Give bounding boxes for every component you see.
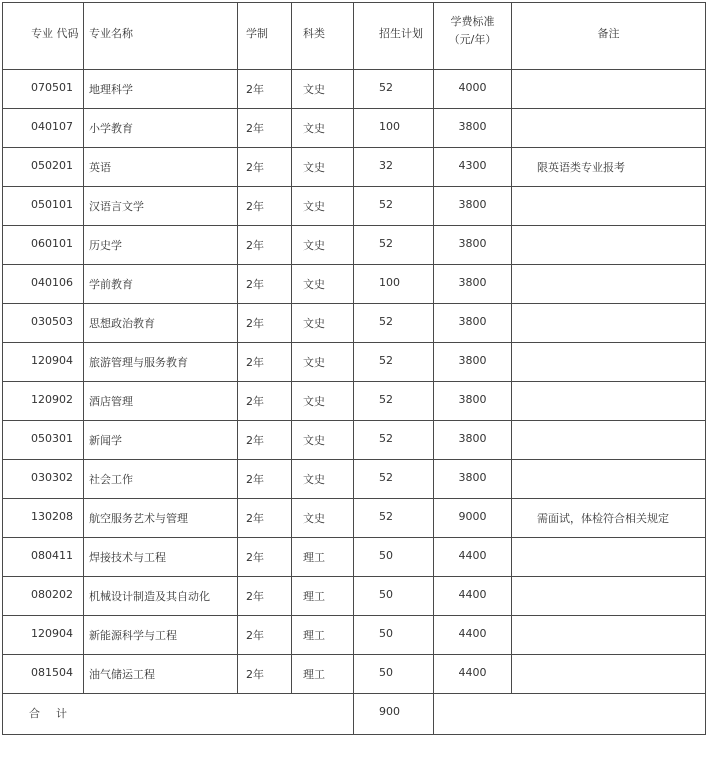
length-cell: 2年: [238, 460, 292, 499]
fee-cell: 3800: [434, 343, 512, 382]
code-cell: 081504: [3, 655, 84, 694]
name-cell: 地理科学: [84, 70, 238, 109]
code-cell: 130208: [3, 499, 84, 538]
length-cell: 2年: [238, 382, 292, 421]
code-cell: 120904: [3, 343, 84, 382]
name-cell: 新闻学: [84, 421, 238, 460]
table-row: [3, 577, 706, 616]
name-cell: 航空服务艺术与管理: [84, 499, 238, 538]
table-row: [3, 70, 706, 109]
code-cell: 050301: [3, 421, 84, 460]
table-row: [3, 538, 706, 577]
length-cell: 2年: [238, 109, 292, 148]
fee-cell: 3800: [434, 304, 512, 343]
length-cell: 2年: [238, 226, 292, 265]
code-cell: 080411: [3, 538, 84, 577]
length-cell: 2年: [238, 343, 292, 382]
plan-cell: 52: [354, 226, 434, 265]
table-row: [3, 304, 706, 343]
plan-cell: 52: [354, 460, 434, 499]
category-cell: 理工: [292, 655, 354, 694]
header-code: 专业 代码: [3, 3, 84, 70]
note-cell: [512, 577, 706, 616]
plan-cell: 52: [354, 70, 434, 109]
table-row: [3, 343, 706, 382]
code-cell: 040107: [3, 109, 84, 148]
category-cell: 文史: [292, 226, 354, 265]
total-row: [3, 694, 706, 735]
length-cell: 2年: [238, 421, 292, 460]
length-cell: 2年: [238, 499, 292, 538]
length-cell: 2年: [238, 577, 292, 616]
fee-cell: 3800: [434, 382, 512, 421]
plan-cell: 52: [354, 499, 434, 538]
enrollment-table: [2, 2, 706, 735]
note-cell: [512, 343, 706, 382]
note-cell: [512, 655, 706, 694]
length-cell: 2年: [238, 538, 292, 577]
note-cell: [512, 70, 706, 109]
note-cell: 限英语类专业报考: [512, 148, 706, 187]
table-row: [3, 382, 706, 421]
length-cell: 2年: [238, 304, 292, 343]
table-row: [3, 421, 706, 460]
code-cell: 120902: [3, 382, 84, 421]
total-plan: 900: [354, 694, 434, 735]
category-cell: 文史: [292, 187, 354, 226]
plan-cell: 50: [354, 577, 434, 616]
length-cell: 2年: [238, 616, 292, 655]
length-cell: 2年: [238, 148, 292, 187]
category-cell: 文史: [292, 109, 354, 148]
header-fee-line2: （元/年）: [448, 33, 497, 46]
code-cell: 080202: [3, 577, 84, 616]
fee-cell: 9000: [434, 499, 512, 538]
code-cell: 050201: [3, 148, 84, 187]
category-cell: 文史: [292, 460, 354, 499]
name-cell: 机械设计制造及其自动化: [84, 577, 238, 616]
table-row: [3, 148, 706, 187]
plan-cell: 52: [354, 343, 434, 382]
plan-cell: 32: [354, 148, 434, 187]
header-length: 学制: [238, 3, 292, 70]
total-empty: [434, 694, 706, 735]
plan-cell: 52: [354, 421, 434, 460]
table-row: [3, 109, 706, 148]
table-row: [3, 265, 706, 304]
name-cell: 英语: [84, 148, 238, 187]
name-cell: 思想政治教育: [84, 304, 238, 343]
note-cell: [512, 226, 706, 265]
note-cell: [512, 421, 706, 460]
category-cell: 文史: [292, 343, 354, 382]
header-name: 专业名称: [84, 3, 238, 70]
table-row: [3, 655, 706, 694]
table-row: [3, 460, 706, 499]
category-cell: 文史: [292, 499, 354, 538]
code-cell: 040106: [3, 265, 84, 304]
fee-cell: 3800: [434, 226, 512, 265]
note-cell: [512, 538, 706, 577]
length-cell: 2年: [238, 655, 292, 694]
header-category: 科类: [292, 3, 354, 70]
fee-cell: 3800: [434, 265, 512, 304]
category-cell: 文史: [292, 421, 354, 460]
name-cell: 学前教育: [84, 265, 238, 304]
note-cell: [512, 460, 706, 499]
length-cell: 2年: [238, 187, 292, 226]
fee-cell: 4400: [434, 538, 512, 577]
header-note: 备注: [512, 3, 706, 70]
header-plan: 招生计划: [354, 3, 434, 70]
category-cell: 理工: [292, 616, 354, 655]
note-cell: [512, 109, 706, 148]
fee-cell: 3800: [434, 421, 512, 460]
code-cell: 030302: [3, 460, 84, 499]
name-cell: 酒店管理: [84, 382, 238, 421]
table-row: [3, 616, 706, 655]
name-cell: 新能源科学与工程: [84, 616, 238, 655]
name-cell: 旅游管理与服务教育: [84, 343, 238, 382]
category-cell: 文史: [292, 148, 354, 187]
plan-cell: 52: [354, 382, 434, 421]
length-cell: 2年: [238, 70, 292, 109]
fee-cell: 3800: [434, 187, 512, 226]
name-cell: 油气储运工程: [84, 655, 238, 694]
code-cell: 060101: [3, 226, 84, 265]
fee-cell: 3800: [434, 460, 512, 499]
plan-cell: 100: [354, 109, 434, 148]
plan-cell: 100: [354, 265, 434, 304]
table-row: [3, 226, 706, 265]
category-cell: 文史: [292, 304, 354, 343]
plan-cell: 52: [354, 187, 434, 226]
category-cell: 文史: [292, 382, 354, 421]
fee-cell: 4400: [434, 655, 512, 694]
plan-cell: 50: [354, 538, 434, 577]
plan-cell: 50: [354, 616, 434, 655]
plan-cell: 52: [354, 304, 434, 343]
code-cell: 070501: [3, 70, 84, 109]
header-fee-line1: 学费标准: [450, 15, 495, 28]
note-cell: [512, 616, 706, 655]
fee-cell: 4000: [434, 70, 512, 109]
plan-cell: 50: [354, 655, 434, 694]
note-cell: [512, 304, 706, 343]
table-row: [3, 187, 706, 226]
note-cell: [512, 187, 706, 226]
fee-cell: 4400: [434, 616, 512, 655]
header-fee: [434, 3, 512, 70]
table-row: [3, 499, 706, 538]
name-cell: 历史学: [84, 226, 238, 265]
category-cell: 文史: [292, 70, 354, 109]
category-cell: 理工: [292, 538, 354, 577]
fee-cell: 4400: [434, 577, 512, 616]
category-cell: 理工: [292, 577, 354, 616]
fee-cell: 3800: [434, 109, 512, 148]
code-cell: 030503: [3, 304, 84, 343]
note-cell: [512, 265, 706, 304]
header-row: [3, 3, 706, 70]
code-cell: 050101: [3, 187, 84, 226]
category-cell: 文史: [292, 265, 354, 304]
total-label: 合计: [3, 694, 354, 735]
name-cell: 焊接技术与工程: [84, 538, 238, 577]
code-cell: 120904: [3, 616, 84, 655]
fee-cell: 4300: [434, 148, 512, 187]
note-cell: [512, 382, 706, 421]
name-cell: 社会工作: [84, 460, 238, 499]
name-cell: 小学教育: [84, 109, 238, 148]
name-cell: 汉语言文学: [84, 187, 238, 226]
length-cell: 2年: [238, 265, 292, 304]
note-cell: 需面试，体检符合相关规定: [512, 499, 706, 538]
